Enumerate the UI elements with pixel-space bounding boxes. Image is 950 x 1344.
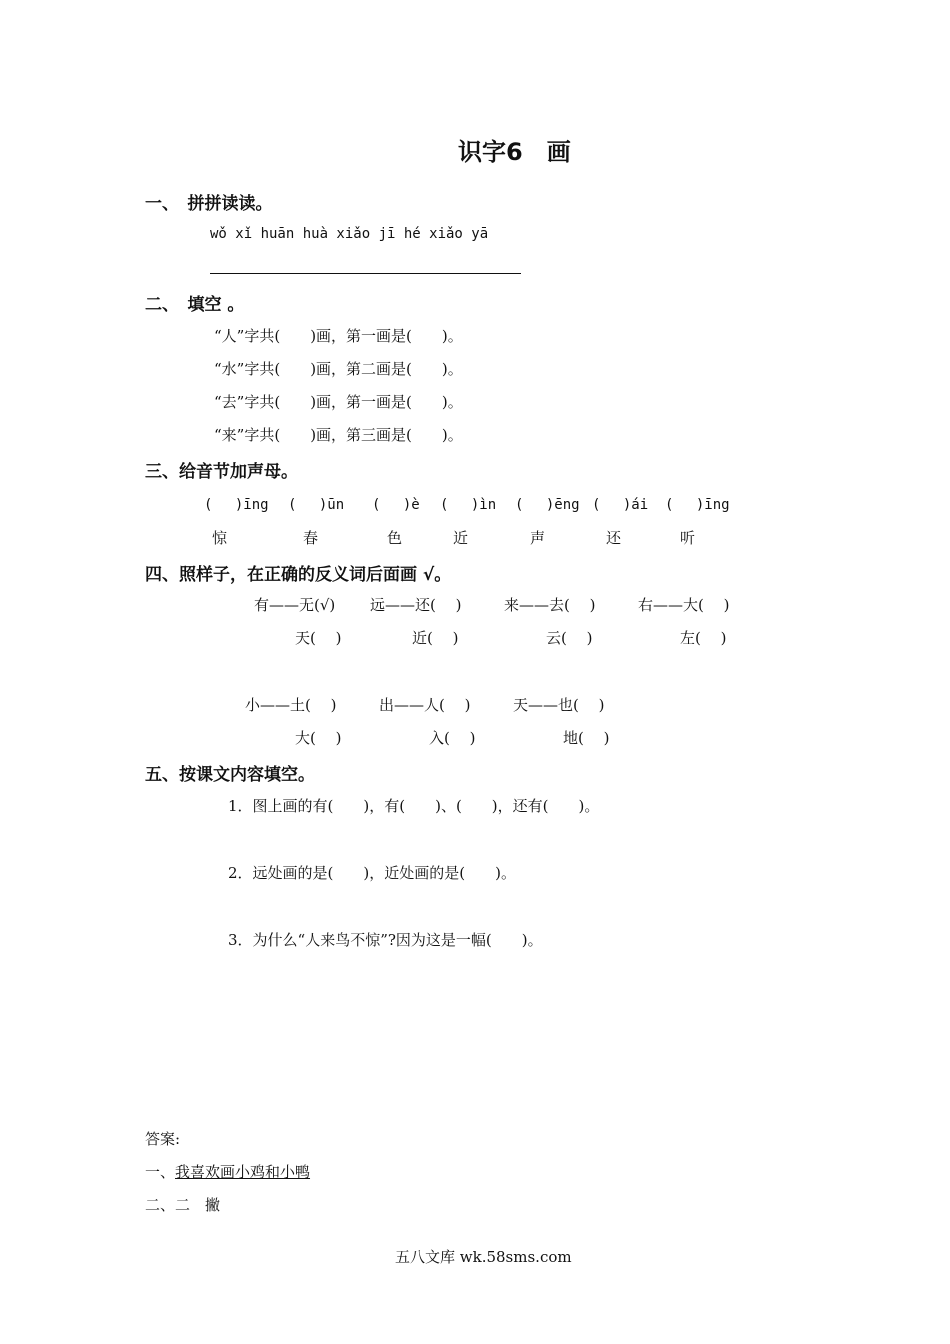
- antonym-pair: 出——人( ): [379, 696, 471, 714]
- antonym-option: 大( ): [295, 729, 342, 747]
- footer-watermark: 五八文库 wk.58sms.com: [395, 1248, 572, 1266]
- fill-line: “来”字共( )画，第三画是( )。: [214, 426, 463, 444]
- hanzi-char: 听: [680, 529, 696, 547]
- pinyin-line: wǒ xǐ huān huà xiǎo jī hé xiǎo yā: [210, 226, 489, 242]
- section-2-heading: 二、 填空 。: [145, 295, 245, 315]
- fill-line: “去”字共( )画，第一画是( )。: [214, 393, 463, 411]
- antonym-option: 地( ): [563, 729, 610, 747]
- text-fill-item: 1．图上画的有( )，有( )、( )，还有( )。: [228, 797, 600, 815]
- syllable-blank: ( )ūn: [288, 497, 345, 513]
- hanzi-char: 春: [303, 529, 319, 547]
- fill-line: “水”字共( )画，第二画是( )。: [214, 360, 463, 378]
- syllable-blank: ( )ái: [592, 497, 649, 513]
- antonym-option: 天( ): [295, 629, 342, 647]
- syllable-blank: ( )ìn: [440, 497, 497, 513]
- section-3-heading: 三、给音节加声母。: [145, 462, 298, 482]
- page-title: 识字6 画: [458, 138, 571, 166]
- hanzi-char: 声: [530, 529, 546, 547]
- antonym-pair: 有——无(√): [254, 596, 336, 614]
- hanzi-char: 惊: [212, 529, 228, 547]
- hanzi-char: 色: [387, 529, 403, 547]
- antonym-option: 入( ): [429, 729, 476, 747]
- syllable-blank: ( )ēng: [515, 497, 580, 513]
- syllable-blank: ( )è: [372, 497, 420, 513]
- text-fill-item: 2．远处画的是( )，近处画的是( )。: [228, 864, 516, 882]
- antonym-option: 近( ): [412, 629, 459, 647]
- syllable-blank: ( )īng: [204, 497, 269, 513]
- section-1-heading: 一、 拼拼读读。: [145, 194, 273, 214]
- antonym-pair: 远——还( ): [370, 596, 462, 614]
- antonym-pair: 小——土( ): [245, 696, 337, 714]
- section-4-heading: 四、照样子，在正确的反义词后面画 √。: [145, 565, 452, 585]
- answer-underline: [210, 273, 521, 274]
- antonym-pair: 来——去( ): [504, 596, 596, 614]
- hanzi-char: 近: [453, 529, 469, 547]
- answers-label: 答案:: [145, 1130, 181, 1148]
- antonym-pair: 天——也( ): [513, 696, 605, 714]
- section-5-heading: 五、按课文内容填空。: [145, 765, 315, 785]
- answer-1: [145, 1161, 310, 1182]
- answer-2: 二、二 撇: [145, 1196, 221, 1214]
- fill-line: “人”字共( )画，第一画是( )。: [214, 327, 463, 345]
- text-fill-item: 3．为什么“人来鸟不惊”?因为这是一幅( )。: [228, 931, 543, 949]
- answer-1-prefix: 一、: [145, 1163, 176, 1181]
- answer-1-text: 我喜欢画小鸡和小鸭: [175, 1163, 311, 1181]
- antonym-pair: 右——大( ): [638, 596, 730, 614]
- antonym-option: 左( ): [680, 629, 727, 647]
- hanzi-char: 还: [606, 529, 622, 547]
- syllable-blank: ( )īng: [665, 497, 730, 513]
- antonym-option: 云( ): [546, 629, 593, 647]
